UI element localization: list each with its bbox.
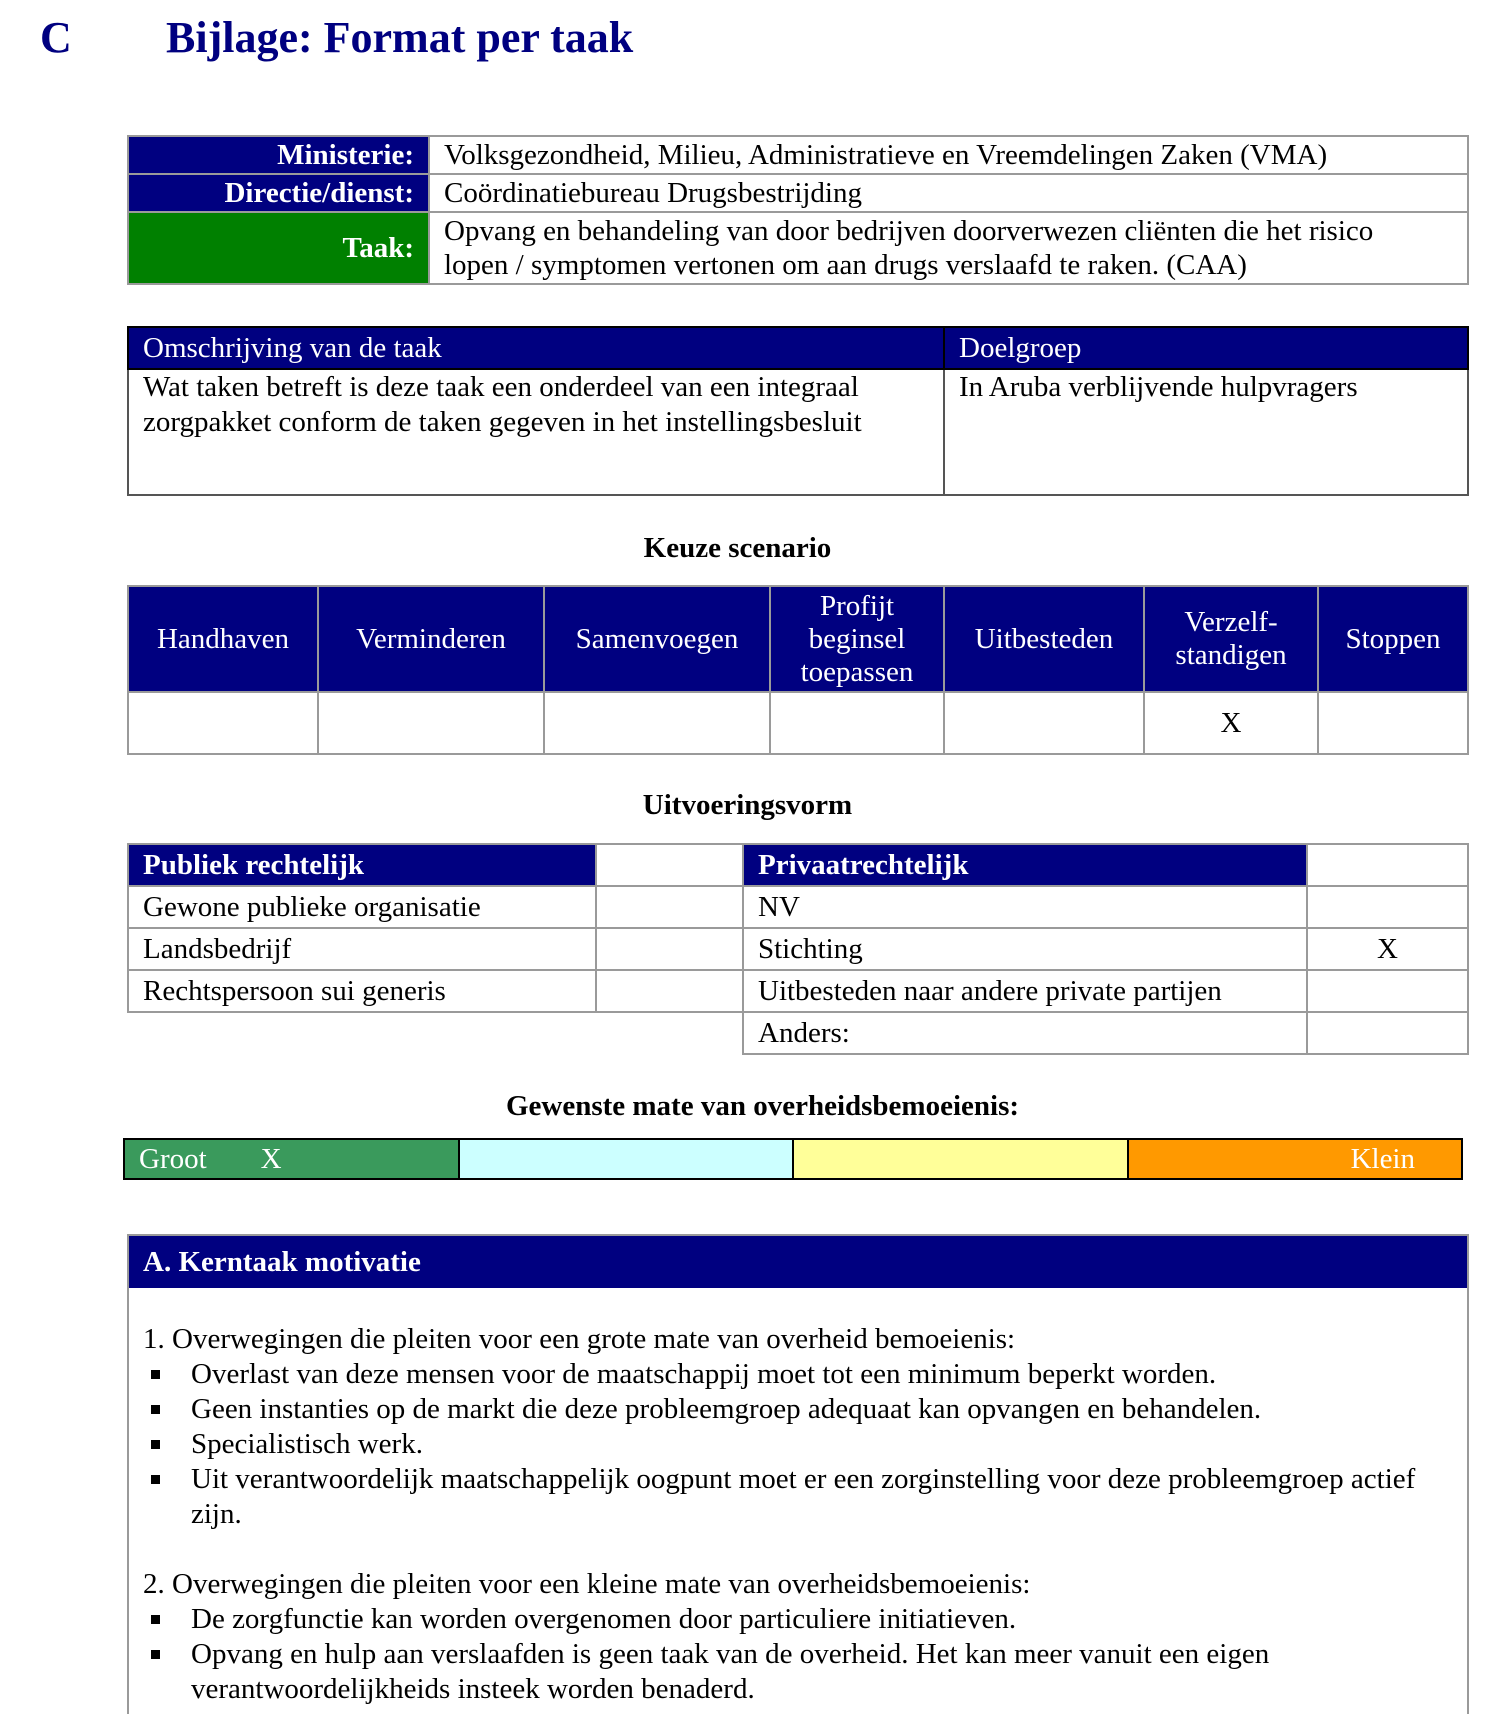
scale-segment bbox=[794, 1140, 1129, 1178]
privaat-mark: X bbox=[1307, 928, 1468, 970]
appendix-letter: C bbox=[40, 13, 72, 62]
bemoeienis-title: Gewenste mate van overheidsbemoeienis: bbox=[505, 1090, 1020, 1122]
privaat-mark bbox=[1307, 1012, 1468, 1054]
scenario-option-label: beginsel bbox=[808, 622, 906, 655]
bullet-text: Opvang en hulp aan verslaafden is geen taak van de overheid. Het kan meer vanuit een eigen verantwoordelijkheids insteek worden benaderd. bbox=[191, 1638, 1270, 1705]
publiek-item: Rechtspersoon sui generis bbox=[128, 970, 596, 1012]
scenario-option-label: Samenvoegen bbox=[575, 622, 739, 655]
privaat-item: Stichting bbox=[743, 928, 1307, 970]
bullet-text: Uit verantwoordelijk maatschappelijk oogpunt moet er een zorginstelling voor deze probleemgroep actief zijn. bbox=[191, 1463, 1416, 1530]
bullet-icon bbox=[151, 1475, 160, 1484]
scenario-option-verzelfstandigen bbox=[1144, 586, 1318, 692]
scenario-option-handhaven bbox=[128, 586, 318, 692]
uitvoering-title: Uitvoeringsvorm bbox=[642, 789, 853, 821]
scenario-option-profijt bbox=[770, 586, 944, 692]
scale-segment bbox=[460, 1140, 795, 1178]
scenario-mark bbox=[318, 692, 544, 754]
directie-label: Directie/dienst: bbox=[128, 174, 429, 212]
scenario-option-label: Uitbesteden bbox=[974, 622, 1114, 655]
motivatie-body bbox=[129, 1288, 1467, 1707]
section1-title: 1. Overwegingen die pleiten voor een grote mate van overheid bemoeienis: bbox=[143, 1323, 1016, 1355]
bullet-text: Specialistisch werk. bbox=[191, 1428, 423, 1460]
scale-segment-klein bbox=[1129, 1140, 1462, 1178]
bullet-item bbox=[143, 1637, 1453, 1707]
task-description-table bbox=[127, 326, 1469, 496]
bullet-icon bbox=[151, 1405, 160, 1414]
publiek-header-mark bbox=[596, 844, 743, 886]
omschrijving-header: Omschrijving van de taak bbox=[128, 327, 944, 369]
scenario-option-label: Handhaven bbox=[156, 622, 290, 655]
scenario-mark: X bbox=[1144, 692, 1318, 754]
privaat-mark bbox=[1307, 970, 1468, 1012]
taak-value-line1: Opvang en behandeling van door bedrijven doorverwezen cliënten die het risico bbox=[444, 215, 1374, 247]
privaat-item: Uitbesteden naar andere private partijen bbox=[743, 970, 1307, 1012]
bullet-item bbox=[143, 1462, 1453, 1532]
bullet-item bbox=[143, 1427, 1453, 1462]
taak-value-line2: lopen / symptomen vertonen om aan drugs verslaafd te raken. (CAA) bbox=[444, 249, 1247, 281]
bullet-text: Overlast van deze mensen voor de maatschappij moet tot een minimum beperkt worden. bbox=[191, 1358, 1217, 1390]
privaat-header-mark bbox=[1307, 844, 1468, 886]
bullet-text: Geen instanties op de markt die deze probleemgroep adequaat kan opvangen en behandelen. bbox=[191, 1393, 1262, 1425]
scenario-option-uitbesteden bbox=[944, 586, 1144, 692]
taak-label: Taak: bbox=[128, 212, 429, 284]
section2-list bbox=[143, 1602, 1453, 1707]
doelgroep-header: Doelgroep bbox=[944, 327, 1468, 369]
taak-value bbox=[429, 212, 1468, 284]
empty-cell bbox=[128, 1012, 596, 1054]
scale-right-label: Klein bbox=[1350, 1142, 1415, 1175]
privaat-header: Privaatrechtelijk bbox=[743, 844, 1307, 886]
bullet-item bbox=[143, 1357, 1453, 1392]
scenario-option-verminderen bbox=[318, 586, 544, 692]
bullet-icon bbox=[151, 1440, 160, 1449]
doelgroep-value: In Aruba verblijvende hulpvragers bbox=[944, 369, 1468, 495]
scenario-title: Keuze scenario bbox=[643, 532, 832, 564]
omschrijving-value bbox=[128, 369, 944, 495]
privaat-item: NV bbox=[743, 886, 1307, 928]
scenario-option-label: toepassen bbox=[800, 655, 914, 688]
section1-list bbox=[143, 1357, 1453, 1532]
publiek-mark bbox=[596, 970, 743, 1012]
scale-segment-groot bbox=[125, 1140, 460, 1178]
scenario-mark bbox=[128, 692, 318, 754]
publiek-mark bbox=[596, 886, 743, 928]
empty-cell bbox=[596, 1012, 743, 1054]
privaat-item: Anders: bbox=[743, 1012, 1307, 1054]
scale-left-label: Groot bbox=[139, 1142, 207, 1175]
bullet-icon bbox=[151, 1650, 160, 1659]
scenario-mark bbox=[770, 692, 944, 754]
bullet-item bbox=[143, 1602, 1453, 1637]
page-title: Bijlage: Format per taak bbox=[166, 13, 634, 62]
scenario-option-label: Verzelf- bbox=[1184, 606, 1278, 638]
omschrijving-line1: Wat taken betreft is deze taak een onderdeel van een integraal bbox=[143, 371, 859, 403]
motivatie-header: A. Kerntaak motivatie bbox=[129, 1236, 1467, 1288]
task-info-table bbox=[127, 135, 1469, 285]
publiek-item: Landsbedrijf bbox=[128, 928, 596, 970]
bullet-text: De zorgfunctie kan worden overgenomen door particuliere initiatieven. bbox=[191, 1603, 1017, 1635]
uitvoering-table bbox=[127, 843, 1469, 1055]
scenario-mark bbox=[544, 692, 770, 754]
scenario-option-label: Verminderen bbox=[356, 622, 506, 655]
bullet-icon bbox=[151, 1370, 160, 1379]
scenario-option-label: Profijt bbox=[819, 589, 895, 622]
scenario-table bbox=[127, 585, 1469, 755]
scenario-mark bbox=[944, 692, 1144, 754]
directie-value: Coördinatiebureau Drugsbestrijding bbox=[429, 174, 1468, 212]
scenario-option-stoppen bbox=[1318, 586, 1468, 692]
scale-left-mark: X bbox=[260, 1142, 282, 1175]
bemoeienis-scale bbox=[123, 1138, 1463, 1180]
publiek-header: Publiek rechtelijk bbox=[128, 844, 596, 886]
scenario-option-label: Stoppen bbox=[1345, 622, 1441, 655]
section2-title: 2. Overwegingen die pleiten voor een kleine mate van overheidsbemoeienis: bbox=[143, 1568, 1031, 1600]
kerntaak-motivatie bbox=[127, 1234, 1469, 1714]
privaat-mark bbox=[1307, 886, 1468, 928]
scenario-mark bbox=[1318, 692, 1468, 754]
ministerie-label: Ministerie: bbox=[128, 136, 429, 174]
publiek-item: Gewone publieke organisatie bbox=[128, 886, 596, 928]
scenario-option-label: standigen bbox=[1175, 639, 1287, 671]
omschrijving-line2: zorgpakket conform de taken gegeven in het instellingsbesluit bbox=[143, 406, 862, 438]
bullet-icon bbox=[151, 1615, 160, 1624]
publiek-mark bbox=[596, 928, 743, 970]
bullet-item bbox=[143, 1392, 1453, 1427]
ministerie-value: Volksgezondheid, Milieu, Administratieve en Vreemdelingen Zaken (VMA) bbox=[429, 136, 1468, 174]
scenario-option-samenvoegen bbox=[544, 586, 770, 692]
